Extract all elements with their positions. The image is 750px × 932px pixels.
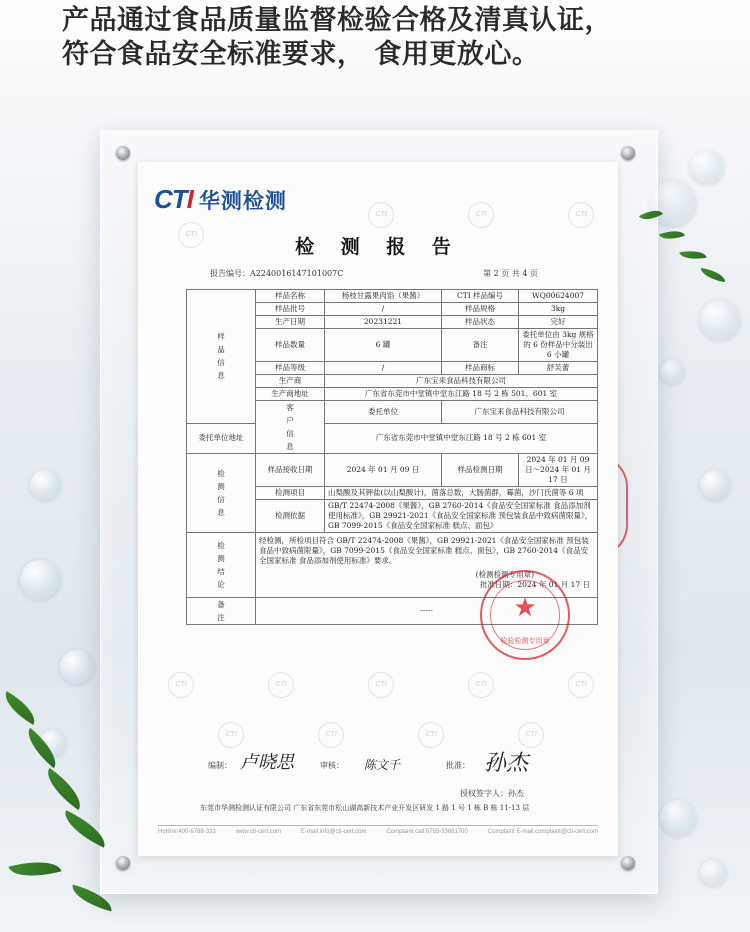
table-row: 样品批号 / 样品规格 3kg: [187, 303, 598, 316]
approver-signature: 孙杰: [484, 751, 529, 776]
table-row: 检测依据 GB/T 22474-2008《果酱》，GB 2760-2014《食品安全国家标准 食品添加剂使用标准》，GB 29921-2021《食品安全国家标准 预包装食品中致病菌限量》，GB 7099-2015《食品安全国家标准 糕点、面包》: [187, 500, 598, 533]
water-bubble: [700, 470, 730, 500]
headline-line-2: 符合食品安全标准要求， 食用更放心。: [62, 39, 540, 70]
table-row: 样品数量 6 罐 备注 委托单位由 3kg 规格的 6 份样品中分装出 6 小罐: [187, 329, 598, 362]
authorized-signatory: 授权签字人：孙杰: [460, 789, 524, 798]
cti-watermark: CTI: [468, 672, 494, 698]
cti-watermark: CTI: [268, 672, 294, 698]
approver-label: 批准：: [446, 761, 470, 770]
water-bubble: [30, 470, 60, 500]
table-row: 备注 -----: [187, 598, 598, 625]
screw-bottom-right: [621, 856, 635, 870]
lab-address: 东莞市华测检测认证有限公司 广东省东莞市松山湖高新技术产业开发区研发 1 路 1 号 1 栋 B 栋 11-13 层: [200, 804, 530, 812]
editor-label: 编制：: [208, 761, 232, 770]
plant-leaf: [699, 268, 726, 282]
reviewer-signature: 陈文千: [364, 758, 401, 772]
cti-watermark: CTI: [468, 202, 494, 228]
plant-leaf: [9, 854, 62, 884]
inspection-seal: ★ 检验检测专用章: [480, 570, 570, 660]
footer-complaint-call: Complaint call:0755-33681700: [386, 829, 468, 835]
plant-leaf: [659, 226, 685, 244]
plant-leaf: [0, 691, 41, 725]
screw-bottom-left: [116, 856, 130, 870]
water-bubble: [700, 300, 740, 340]
group-client-info: 客户信息: [256, 401, 325, 454]
water-bubble: [700, 860, 726, 886]
water-bubble: [20, 560, 60, 600]
report-number: 报告编号：A2240016147101007C: [210, 269, 344, 278]
cti-watermark: CTI: [168, 672, 194, 698]
cti-watermark: CTI: [368, 672, 394, 698]
cti-watermark: CTI: [368, 202, 394, 228]
table-row: 检测项目 山梨酸及其钾盐(以山梨酸计)，菌落总数，大肠菌群，霉菌，沙门氏菌等 6 项: [187, 487, 598, 500]
cti-logo-text: 华测检测: [198, 188, 287, 213]
cti-watermark: CTI: [318, 722, 344, 748]
table-row: 样品等级 / 样品商标 舒芙蕾: [187, 362, 598, 375]
footer-complaint-email: Complaint E-mail:complaint@cti-cert.com: [487, 829, 598, 835]
page-indicator: 第 2 页 共 4 页: [483, 269, 538, 278]
water-bubble: [60, 650, 94, 684]
screw-top-left: [116, 146, 130, 160]
cti-watermark: CTI: [178, 222, 204, 248]
promo-headline: [62, 4, 702, 72]
cti-logo: [154, 184, 287, 215]
footer-email: E-mail:info@cti-cert.com: [301, 829, 367, 835]
water-bubble: [660, 800, 696, 836]
screw-top-right: [621, 146, 635, 160]
table-row: 生产商 广东宝来食品科技有限公司: [187, 375, 598, 388]
plant-leaf: [679, 248, 706, 262]
group-remark: 备注: [187, 598, 256, 625]
report-footer: [158, 825, 598, 835]
cti-watermark: CTI: [568, 672, 594, 698]
water-bubble: [690, 150, 724, 184]
group-sample-info: 样品信息: [187, 290, 256, 424]
report-title: 检 测 报 告: [295, 236, 461, 258]
table-row: 样品信息 样品名称 杨枝甘露果肉馅（果酱） CTI 样品编号 WQ00624007: [187, 290, 598, 303]
cti-watermark: CTI: [518, 722, 544, 748]
group-test-info: 检测信息: [187, 454, 256, 533]
cti-watermark: CTI: [218, 722, 244, 748]
headline-line-1: 产品通过食品质量监督检验合格及清真认证，: [62, 5, 612, 36]
table-row: 生产商地址 广东省东莞市中堂镇中堂东江路 18 号 2 栋 501、601 室: [187, 388, 598, 401]
table-row: 委托单位地址 广东省东莞市中堂镇中堂东江路 18 号 2 栋 601 室: [187, 423, 598, 453]
reviewer-label: 审核：: [320, 761, 344, 770]
cti-logo-mark: CTI: [154, 184, 193, 214]
water-bubble: [660, 360, 684, 384]
cti-watermark: CTI: [418, 722, 444, 748]
table-row: 客户信息 委托单位 广东宝来食品科技有限公司: [187, 401, 598, 424]
table-row: 检测信息 样品接收日期 2024 年 01 月 09 日 样品检测日期 2024 年 01 月 09 日～2024 年 01 月 17 日: [187, 454, 598, 487]
test-report-document: [138, 162, 618, 856]
table-row: 生产日期 20231221 样品状态 完好: [187, 316, 598, 329]
conclusion-cell: 经检测，所检项目符合 GB/T 22474-2008《果酱》，GB 29921-2021《食品安全国家标准 预包装食品中致病菌限量》，GB 7099-2015《食品安全国家标准 糕点、面包》，GB 2760-2014《食品安全国家标准 食品添加剂使用标准》要求。 (检测检测专用章) 批准日期：2024 年 01 月 17 日: [256, 533, 598, 598]
footer-hotline: Hotline:400-6788-333: [158, 829, 216, 835]
cti-watermark: CTI: [568, 202, 594, 228]
footer-website: www.cti-cert.com: [235, 829, 282, 835]
plant-leaf: [39, 768, 89, 810]
editor-signature: 卢晓思: [240, 752, 294, 773]
group-conclusion: 检测结论: [187, 533, 256, 598]
